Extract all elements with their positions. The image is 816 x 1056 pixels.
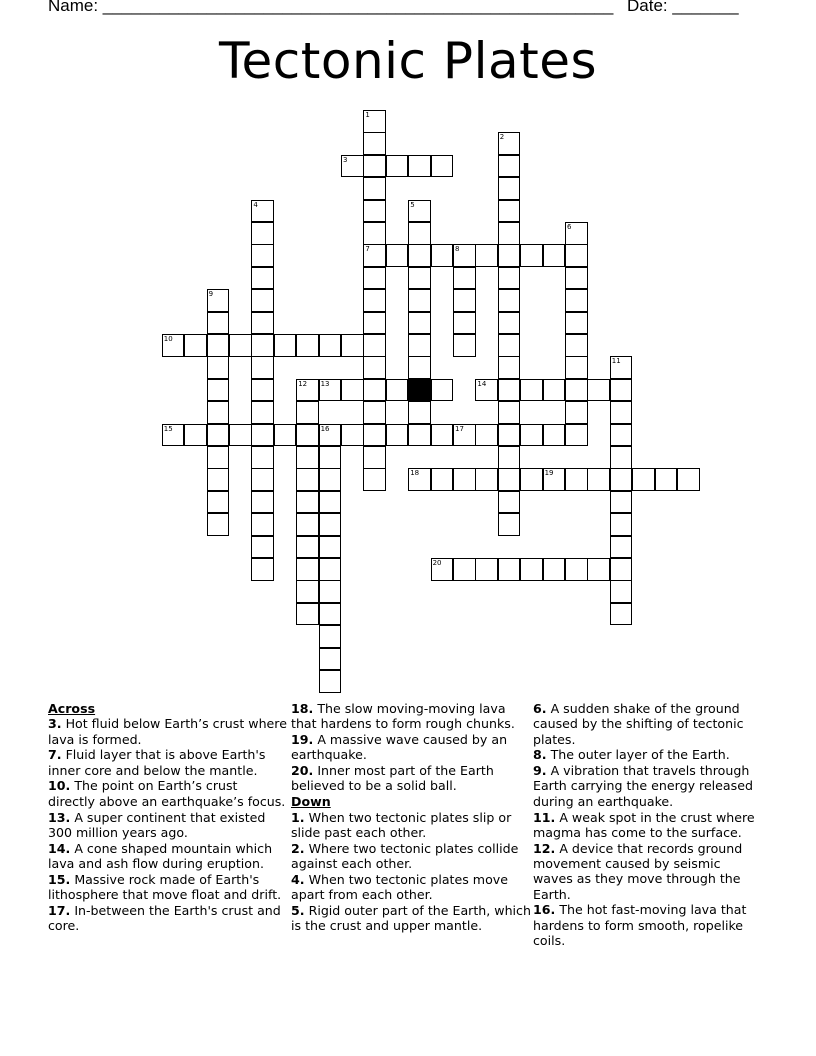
grid-cell[interactable] [408,424,431,447]
grid-cell[interactable] [565,379,588,402]
grid-cell[interactable] [251,446,274,469]
grid-cell[interactable] [453,289,476,312]
grid-cell[interactable] [475,424,498,447]
grid-cell[interactable] [408,356,431,379]
clue-text: Rigid outer part of the Earth, which is the crust and upper mantle. [291,902,531,934]
grid-cell[interactable] [498,558,521,581]
grid-cell[interactable] [251,200,274,223]
grid-cell[interactable] [475,379,498,402]
clue-item [291,903,531,934]
grid-cell[interactable] [296,603,319,626]
grid-cell[interactable] [520,468,543,491]
grid-cell[interactable] [162,424,185,447]
grid-cell[interactable] [386,424,409,447]
grid-cell[interactable] [431,244,454,267]
grid-cell[interactable] [610,356,633,379]
grid-cell[interactable] [207,513,230,536]
grid-cell[interactable] [296,468,319,491]
grid-cell[interactable] [251,491,274,514]
grid-cell[interactable] [251,222,274,245]
grid-cell[interactable] [565,267,588,290]
grid-cell[interactable] [408,155,431,178]
clue-item [533,841,763,902]
grid-cell[interactable] [610,379,633,402]
clue-text: A super continent that existed 300 million years ago. [48,809,266,840]
grid-cell[interactable] [296,379,319,402]
grid-cell[interactable] [565,334,588,357]
grid-cell[interactable] [565,468,588,491]
clue-number: 18. [291,701,314,716]
clue-text: The outer layer of the Earth. [546,747,730,763]
clue-number: 4 [253,200,258,209]
clue-number: 10. [48,778,71,794]
grid-cell[interactable] [453,267,476,290]
clue-item [291,701,531,732]
grid-cell[interactable] [296,401,319,424]
grid-cell[interactable] [610,491,633,514]
grid-cell[interactable] [475,468,498,491]
grid-cell[interactable] [610,446,633,469]
grid-cell[interactable] [565,289,588,312]
clue-number: 8. [533,747,547,763]
grid-cell[interactable] [386,379,409,402]
grid-cell[interactable] [251,289,274,312]
grid-cell[interactable] [655,468,678,491]
grid-cell[interactable] [319,379,342,402]
grid-cell[interactable] [431,468,454,491]
grid-cell[interactable] [543,558,566,581]
grid-cell[interactable] [498,401,521,424]
grid-cell[interactable] [498,468,521,491]
grid-cell[interactable] [363,312,386,335]
across-heading: Across [48,701,96,716]
grid-cell[interactable] [520,558,543,581]
clues-column-2 [291,701,531,934]
clue-number: 14 [477,379,487,388]
grid-cell[interactable] [207,446,230,469]
grid-cell[interactable] [341,334,364,357]
clue-text: Fluid layer that is above Earth's inner core and below the mantle. [48,747,266,778]
clue-text: A sudden shake of the ground caused by the shifting of tectonic plates. [533,701,744,747]
grid-cell[interactable] [319,536,342,559]
clue-number: 17. [48,902,71,918]
clue-item [48,872,288,903]
grid-cell[interactable] [453,468,476,491]
grid-cell[interactable] [520,424,543,447]
clue-text: A cone shaped mountain which lava and ash flow during eruption. [48,840,273,871]
clue-number: 7 [365,245,370,254]
clue-text: A vibration that travels through Earth carrying the energy released during an earthquake. [533,763,753,809]
grid-cell[interactable] [498,267,521,290]
grid-cell[interactable] [363,110,386,133]
grid-cell[interactable] [363,200,386,223]
grid-cell[interactable] [251,424,274,447]
grid-cell[interactable] [319,580,342,603]
clues-column-1 [48,701,288,934]
grid-cell[interactable] [251,379,274,402]
grid-cell[interactable] [543,424,566,447]
grid-cell[interactable] [520,244,543,267]
grid-cell[interactable] [319,558,342,581]
clue-number: 8 [455,245,460,254]
grid-cell[interactable] [363,177,386,200]
clue-number: 2 [499,133,505,142]
grid-cell[interactable] [319,424,342,447]
clue-text: When two tectonic plates slip or slide past each other. [291,809,512,840]
clue-number: 3. [48,716,62,732]
grid-cell[interactable] [363,424,386,447]
grid-cell[interactable] [207,401,230,424]
grid-cell[interactable] [498,222,521,245]
clue-number: 19 [544,469,554,478]
grid-cell[interactable] [251,244,274,267]
clue-item [533,763,763,809]
grid-cell[interactable] [251,356,274,379]
clue-item [291,841,531,872]
clue-number: 5. [291,902,305,918]
clue-number: 5 [410,200,415,209]
grid-cell[interactable] [408,312,431,335]
clue-text: The point on Earth’s crust directly above an earthquake’s focus. [48,778,286,809]
grid-cell[interactable] [610,558,633,581]
grid-cell[interactable] [431,424,454,447]
clue-item [533,810,763,841]
grid-cell[interactable] [341,424,364,447]
grid-cell[interactable] [363,289,386,312]
grid-cell[interactable] [251,334,274,357]
grid-cell[interactable] [319,625,342,648]
clue-item [48,841,288,872]
grid-cell[interactable] [319,648,342,671]
clue-item [291,872,531,903]
grid-cell[interactable] [610,603,633,626]
grid-cell[interactable] [207,379,230,402]
grid-cell[interactable] [274,334,297,357]
grid-cell[interactable] [565,558,588,581]
clue-number: 14. [48,840,71,856]
grid-cell[interactable] [274,424,297,447]
clue-number: 2. [291,840,305,856]
clue-item [48,810,288,841]
grid-cell[interactable] [498,356,521,379]
grid-cell[interactable] [207,424,230,447]
grid-cell[interactable] [319,513,342,536]
grid-cell[interactable] [296,446,319,469]
clue-number: 12 [298,379,308,388]
grid-cell[interactable] [296,491,319,514]
grid-cell[interactable] [408,267,431,290]
grid-cell[interactable] [319,468,342,491]
grid-cell[interactable] [296,580,319,603]
grid-cell[interactable] [632,468,655,491]
grid-cell[interactable] [498,379,521,402]
grid-cell[interactable] [431,379,454,402]
grid-cell[interactable] [408,244,431,267]
grid-cell[interactable] [610,468,633,491]
grid-cell[interactable] [453,334,476,357]
clue-number: 11. [533,809,556,825]
clue-number: 16 [320,424,330,433]
clue-item [48,716,288,747]
clue-text: The slow moving-moving lava that hardens to form rough chunks. [291,701,515,732]
clue-number: 9 [208,290,214,299]
grid-cell[interactable] [498,513,521,536]
grid-cell[interactable] [587,379,610,402]
grid-cell[interactable] [610,401,633,424]
grid-cell[interactable] [565,356,588,379]
clue-text: A weak spot in the crust where magma has come to the surface. [533,809,755,840]
clue-number: 3 [343,155,348,164]
grid-cell[interactable] [565,222,588,245]
clue-number: 17 [455,424,464,433]
grid-cell[interactable] [565,401,588,424]
grid-cell[interactable] [408,200,431,223]
grid-cell[interactable] [498,132,521,155]
grid-cell[interactable] [207,312,230,335]
clue-number: 6 [567,223,572,231]
grid-cell[interactable] [431,155,454,178]
grid-cell[interactable] [251,468,274,491]
grid-cell[interactable] [610,424,633,447]
clue-number: 4. [291,871,305,887]
date-line: Date: _______ [627,0,739,15]
clue-text: The hot fast-moving lava that hardens to form smooth, ropelike coils. [533,902,747,948]
grid-cell[interactable] [498,289,521,312]
clue-text: Where two tectonic plates collide against each other. [291,840,519,871]
clue-item [48,903,288,934]
grid-cell[interactable] [363,468,386,491]
grid-cell[interactable] [319,334,342,357]
grid-cell[interactable] [610,536,633,559]
clue-number: 15 [163,424,173,433]
grid-cell[interactable] [453,424,476,447]
clues-column-3 [533,701,763,949]
grid-cell[interactable] [543,379,566,402]
clue-item [48,747,288,778]
grid-cell[interactable] [498,424,521,447]
grid-cell[interactable] [296,424,319,447]
grid-cell[interactable] [498,312,521,335]
clue-number: 18 [410,469,420,478]
grid-cell[interactable] [543,468,566,491]
grid-cell[interactable] [162,334,185,357]
grid-cell[interactable] [363,132,386,155]
grid-cell[interactable] [229,334,252,357]
grid-cell[interactable] [341,379,364,402]
grid-cell[interactable] [677,468,700,491]
clue-item [533,902,763,948]
clue-text: A device that records ground movement caused by seismic waves as they move through the Earth. [533,840,743,902]
grid-cell[interactable] [408,334,431,357]
grid-cell[interactable] [184,424,207,447]
grid-cell[interactable] [408,289,431,312]
grid-cell[interactable] [363,446,386,469]
grid-cell[interactable] [251,312,274,335]
clue-number: 11 [611,357,621,366]
grid-cell[interactable] [610,580,633,603]
grid-cell[interactable] [319,446,342,469]
grid-cell[interactable] [386,155,409,178]
grid-cell[interactable] [251,536,274,559]
grid-cell[interactable] [453,312,476,335]
clue-number: 20. [291,763,314,779]
grid-cell[interactable] [475,558,498,581]
clue-number: 6. [533,701,547,716]
grid-cell[interactable] [565,312,588,335]
grid-cell[interactable] [296,334,319,357]
grid-cell[interactable] [498,491,521,514]
grid-cell[interactable] [363,244,386,267]
grid-cell[interactable] [453,558,476,581]
grid-cell[interactable] [319,670,342,693]
grid-cell[interactable] [207,334,230,357]
clue-number: 1. [291,809,305,825]
clue-text: A massive wave caused by an earthquake. [291,732,508,763]
grid-cell[interactable] [498,155,521,178]
clue-text: Inner most part of the Earth believed to be a solid ball. [291,763,494,794]
clue-number: 20 [432,559,442,567]
clue-text: Massive rock made of Earth's lithosphere that move float and drift. [48,871,282,903]
grid-cell[interactable] [319,491,342,514]
grid-cell[interactable] [498,244,521,267]
clue-item [533,747,763,762]
grid-cell[interactable] [565,244,588,267]
puzzle-title: Tectonic Plates [218,32,598,90]
grid-cell[interactable] [296,536,319,559]
clue-number: 7. [48,747,62,763]
grid-cell[interactable] [319,603,342,626]
grid-cell[interactable] [475,244,498,267]
grid-cell[interactable] [498,334,521,357]
grid-cell[interactable] [610,513,633,536]
grid-cell[interactable] [363,334,386,357]
grid-cell[interactable] [363,379,386,402]
clue-number: 16. [533,902,556,918]
grid-cell[interactable] [184,334,207,357]
grid-cell[interactable] [431,558,454,581]
grid-cell[interactable] [565,424,588,447]
clue-item [291,810,531,841]
clue-number: 10 [163,335,173,343]
grid-cell[interactable] [363,155,386,178]
name-line: Name: ______________________________________________________ [48,0,614,15]
clue-item [48,778,288,809]
grid-cell[interactable] [498,200,521,223]
grid-cell[interactable] [498,446,521,469]
grid-cell[interactable] [386,244,409,267]
grid-cell[interactable] [207,468,230,491]
grid-cell[interactable] [251,401,274,424]
grid-cell[interactable] [587,468,610,491]
clue-text: In-between the Earth's crust and core. [48,902,281,934]
clue-number: 12. [533,840,556,856]
clue-item [533,701,763,747]
grid-cell[interactable] [587,558,610,581]
grid-cell[interactable] [363,356,386,379]
grid-cell[interactable] [229,424,252,447]
grid-cell[interactable] [363,267,386,290]
clue-number: 13 [320,379,330,388]
grid-cell[interactable] [363,222,386,245]
blocked-cell [408,379,431,402]
grid-cell[interactable] [207,356,230,379]
clue-item [291,732,531,763]
grid-cell[interactable] [408,401,431,424]
grid-cell[interactable] [520,379,543,402]
grid-cell[interactable] [207,491,230,514]
grid-cell[interactable] [296,558,319,581]
grid-cell[interactable] [363,401,386,424]
clue-number: 15. [48,871,71,887]
clue-number: 13. [48,809,71,825]
clue-number: 1 [365,111,370,119]
grid-cell[interactable] [251,267,274,290]
grid-cell[interactable] [251,558,274,581]
grid-cell[interactable] [408,222,431,245]
clue-text: Hot fluid below Earth’s crust where lava is formed. [48,716,287,747]
grid-cell[interactable] [341,155,364,178]
clue-number: 9. [533,763,547,779]
down-heading: Down [291,794,331,810]
clue-item [291,763,531,794]
clue-number: 19. [291,732,314,748]
grid-cell[interactable] [251,513,274,536]
clue-text: When two tectonic plates move apart from each other. [291,871,508,903]
grid-cell[interactable] [207,289,230,312]
grid-cell[interactable] [408,468,431,491]
grid-cell[interactable] [296,513,319,536]
grid-cell[interactable] [453,244,476,267]
grid-cell[interactable] [498,177,521,200]
grid-cell[interactable] [543,244,566,267]
